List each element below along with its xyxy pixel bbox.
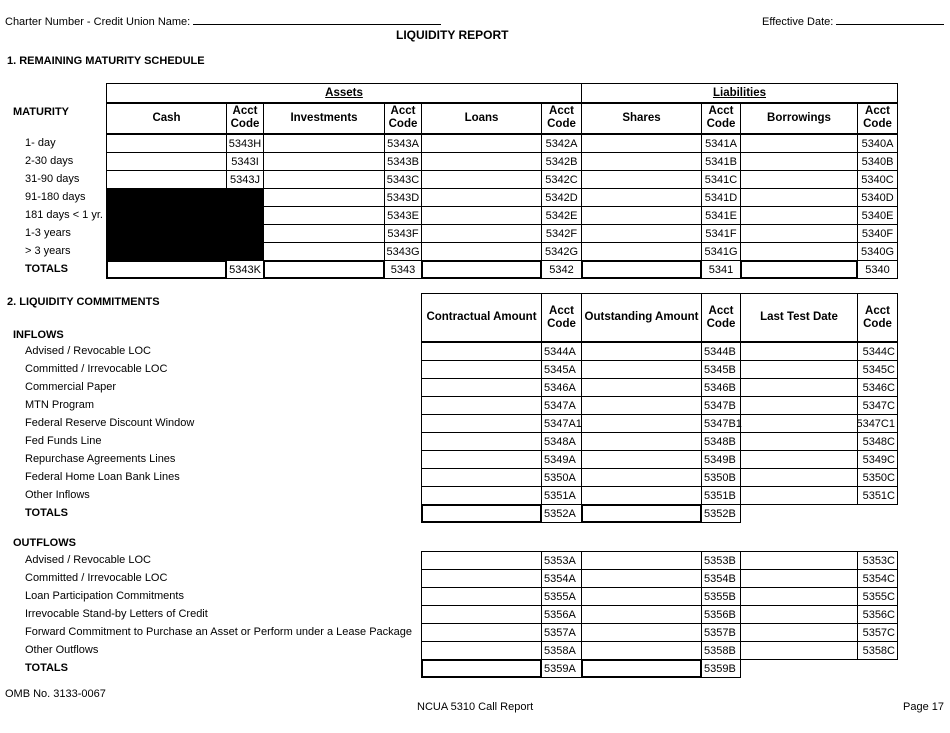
acct-code-header: Acct Code <box>541 293 582 342</box>
blacked-out-cell <box>106 188 264 207</box>
report-title: LIQUIDITY REPORT <box>396 28 509 42</box>
amount-input[interactable] <box>421 378 542 397</box>
amount-input[interactable] <box>421 360 542 379</box>
amount-input[interactable] <box>421 152 542 171</box>
acct-code: 5348B <box>701 432 741 451</box>
report-name: NCUA 5310 Call Report <box>417 701 534 713</box>
acct-code: 5347B <box>701 396 741 415</box>
acct-code: 5346A <box>541 378 582 397</box>
amount-input[interactable] <box>581 432 702 451</box>
amount-input[interactable] <box>581 396 702 415</box>
acct-code: 5353B <box>701 551 741 570</box>
amount-input[interactable] <box>421 188 542 207</box>
acct-code: 5343I <box>226 152 264 171</box>
acct-code: 5345B <box>701 360 741 379</box>
acct-code: 5350A <box>541 468 582 487</box>
acct-code: 5352A <box>541 504 582 523</box>
acct-code: 5346B <box>701 378 741 397</box>
maturity-row-label: 2-30 days <box>25 155 74 167</box>
amount-input[interactable] <box>581 342 702 361</box>
acct-code: 5341G <box>701 242 741 261</box>
amount-input[interactable] <box>581 605 702 624</box>
omb-number: OMB No. 3133-0067 <box>5 688 106 700</box>
commitment-row-label: Fed Funds Line <box>25 435 102 447</box>
maturity-row-label: 1-3 years <box>25 227 71 239</box>
acct-code: 5355A <box>541 587 582 606</box>
acct-code: 5343J <box>226 170 264 189</box>
amount-input[interactable] <box>581 152 702 171</box>
acct-code: 5347C <box>857 396 898 415</box>
acct-code: 5342F <box>541 224 582 243</box>
acct-code: 5340D <box>857 188 898 207</box>
amount-input[interactable] <box>421 224 542 243</box>
column-header-shares: Shares <box>581 102 702 134</box>
amount-input[interactable] <box>263 170 385 189</box>
acct-code: 5340A <box>857 134 898 153</box>
maturity-label: MATURITY <box>13 106 70 118</box>
blacked-out-cell <box>106 224 264 243</box>
acct-code: 5343K <box>226 260 264 279</box>
acct-code: 5341E <box>701 206 741 225</box>
acct-code-header: Acct Code <box>384 102 422 134</box>
amount-input[interactable] <box>581 659 702 678</box>
amount-input[interactable] <box>263 206 385 225</box>
acct-code: 5350B <box>701 468 741 487</box>
acct-code: 5353A <box>541 551 582 570</box>
amount-input[interactable] <box>263 260 385 279</box>
maturity-row-label: > 3 years <box>25 245 71 257</box>
amount-input[interactable] <box>421 468 542 487</box>
acct-code: 5342A <box>541 134 582 153</box>
commitment-row-label: Irrevocable Stand-by Letters of Credit <box>25 608 208 620</box>
outflows-label: OUTFLOWS <box>13 537 76 549</box>
amount-input[interactable] <box>740 396 858 415</box>
effective-date-input[interactable] <box>836 13 944 25</box>
acct-code-header: Acct Code <box>541 102 582 134</box>
amount-input[interactable] <box>581 134 702 153</box>
amount-input[interactable] <box>740 450 858 469</box>
acct-code-header: Acct Code <box>857 102 898 134</box>
acct-code-header: Acct Code <box>226 102 264 134</box>
amount-input[interactable] <box>421 414 542 433</box>
amount-input[interactable] <box>740 569 858 588</box>
amount-input[interactable] <box>740 432 858 451</box>
commitment-row-label: Forward Commitment to Purchase an Asset or Perform under a Lease Package <box>25 626 413 638</box>
amount-input[interactable] <box>740 224 858 243</box>
amount-input[interactable] <box>581 450 702 469</box>
blacked-out-cell <box>106 242 264 261</box>
acct-code: 5354B <box>701 569 741 588</box>
amount-input[interactable] <box>581 569 702 588</box>
amount-input[interactable] <box>263 188 385 207</box>
acct-code: 5345A <box>541 360 582 379</box>
amount-input[interactable] <box>421 206 542 225</box>
acct-code: 5343B <box>384 152 422 171</box>
amount-input[interactable] <box>581 551 702 570</box>
acct-code: 5356B <box>701 605 741 624</box>
column-header-cash: Cash <box>106 102 227 134</box>
acct-code: 5348A <box>541 432 582 451</box>
amount-input[interactable] <box>421 396 542 415</box>
acct-code: 5341C <box>701 170 741 189</box>
acct-code: 5343G <box>384 242 422 261</box>
effective-date-line <box>762 13 944 28</box>
column-header-borrowings: Borrowings <box>740 102 858 134</box>
amount-input[interactable] <box>421 134 542 153</box>
acct-code: 5355B <box>701 587 741 606</box>
amount-input[interactable] <box>263 242 385 261</box>
assets-header-label: Assets <box>106 83 582 104</box>
acct-code: 5341D <box>701 188 741 207</box>
acct-code: 5343C <box>384 170 422 189</box>
amount-input[interactable] <box>421 641 542 660</box>
acct-code: 5348C <box>857 432 898 451</box>
acct-code: 5343E <box>384 206 422 225</box>
commitment-row-label: Loan Participation Commitments <box>25 590 184 602</box>
acct-code: 5340E <box>857 206 898 225</box>
charter-label: Charter Number - Credit Union Name: <box>5 16 191 28</box>
amount-input[interactable] <box>263 152 385 171</box>
acct-code: 5359B <box>701 659 741 678</box>
amount-input[interactable] <box>106 260 227 279</box>
commitment-row-label: Other Outflows <box>25 644 99 656</box>
acct-code: 5347B1 <box>701 414 741 433</box>
acct-code: 5358C <box>857 641 898 660</box>
amount-input[interactable] <box>421 605 542 624</box>
acct-code-header: Acct Code <box>857 293 898 342</box>
commitment-row-label: Committed / Irrevocable LOC <box>25 363 168 375</box>
amount-input[interactable] <box>581 242 702 261</box>
amount-input[interactable] <box>106 170 227 189</box>
acct-code: 5354C <box>857 569 898 588</box>
acct-code: 5340G <box>857 242 898 261</box>
acct-code: 5351B <box>701 486 741 505</box>
column-header-investments: Investments <box>263 102 385 134</box>
acct-code: 5354A <box>541 569 582 588</box>
acct-code: 5342 <box>541 260 582 279</box>
acct-code: 5351A <box>541 486 582 505</box>
section2-title: 2. LIQUIDITY COMMITMENTS <box>7 296 160 308</box>
totals-label: TOTALS <box>25 263 68 275</box>
amount-input[interactable] <box>421 551 542 570</box>
amount-input[interactable] <box>421 486 542 505</box>
totals-label: TOTALS <box>25 507 68 519</box>
acct-code: 5340B <box>857 152 898 171</box>
amount-input[interactable] <box>106 134 227 153</box>
amount-input[interactable] <box>421 623 542 642</box>
amount-input[interactable] <box>421 342 542 361</box>
acct-code: 5341 <box>701 260 741 279</box>
amount-input[interactable] <box>263 134 385 153</box>
commitment-row-label: Federal Home Loan Bank Lines <box>25 471 180 483</box>
acct-code: 5344A <box>541 342 582 361</box>
amount-input[interactable] <box>581 623 702 642</box>
amount-input[interactable] <box>740 551 858 570</box>
amount-input[interactable] <box>740 360 858 379</box>
amount-input[interactable] <box>740 486 858 505</box>
acct-code: 5346C <box>857 378 898 397</box>
amount-input[interactable] <box>581 468 702 487</box>
acct-code: 5349A <box>541 450 582 469</box>
acct-code: 5342G <box>541 242 582 261</box>
amount-input[interactable] <box>581 587 702 606</box>
amount-input[interactable] <box>581 414 702 433</box>
amount-input[interactable] <box>740 242 858 261</box>
amount-input[interactable] <box>421 170 542 189</box>
amount-input[interactable] <box>421 450 542 469</box>
amount-input[interactable] <box>421 659 542 678</box>
amount-input[interactable] <box>740 641 858 660</box>
amount-input[interactable] <box>421 432 542 451</box>
maturity-row-label: 91-180 days <box>25 191 86 203</box>
amount-input[interactable] <box>581 378 702 397</box>
acct-code: 5340 <box>857 260 898 279</box>
commitment-row-label: Committed / Irrevocable LOC <box>25 572 168 584</box>
acct-code: 5355C <box>857 587 898 606</box>
amount-input[interactable] <box>581 224 702 243</box>
amount-input[interactable] <box>421 504 542 523</box>
amount-input[interactable] <box>581 504 702 523</box>
acct-code: 5343D <box>384 188 422 207</box>
acct-code: 5357B <box>701 623 741 642</box>
commitment-row-label: Other Inflows <box>25 489 90 501</box>
inflows-label: INFLOWS <box>13 329 64 341</box>
acct-code: 5353C <box>857 551 898 570</box>
amount-input[interactable] <box>263 224 385 243</box>
amount-input[interactable] <box>740 170 858 189</box>
amount-input[interactable] <box>740 468 858 487</box>
charter-input[interactable] <box>193 13 441 25</box>
acct-code: 5357C <box>857 623 898 642</box>
amount-input[interactable] <box>740 587 858 606</box>
liabilities-header-label: Liabilities <box>581 83 898 104</box>
column-header-contractual-amount: Contractual Amount <box>421 293 542 342</box>
acct-code: 5340C <box>857 170 898 189</box>
amount-input[interactable] <box>106 152 227 171</box>
amount-input[interactable] <box>581 260 702 279</box>
acct-code: 5349B <box>701 450 741 469</box>
commitment-row-label: Advised / Revocable LOC <box>25 345 151 357</box>
maturity-row-label: 181 days < 1 yr. <box>25 209 103 221</box>
amount-input[interactable] <box>581 188 702 207</box>
amount-input[interactable] <box>581 486 702 505</box>
amount-input[interactable] <box>740 188 858 207</box>
amount-input[interactable] <box>740 342 858 361</box>
amount-input[interactable] <box>581 360 702 379</box>
maturity-row-label: 1- day <box>25 137 56 149</box>
commitment-row-label: Repurchase Agreements Lines <box>25 453 176 465</box>
acct-code: 5344C <box>857 342 898 361</box>
amount-input[interactable] <box>740 260 858 279</box>
acct-code: 5359A <box>541 659 582 678</box>
column-header-last-test-date: Last Test Date <box>740 293 858 342</box>
amount-input[interactable] <box>740 378 858 397</box>
page-number: Page 17 <box>903 701 944 713</box>
acct-code: 5356C <box>857 605 898 624</box>
amount-input[interactable] <box>421 242 542 261</box>
acct-code: 5343F <box>384 224 422 243</box>
acct-code: 5357A <box>541 623 582 642</box>
amount-input[interactable] <box>421 569 542 588</box>
blacked-out-cell <box>106 206 264 225</box>
amount-input[interactable] <box>740 623 858 642</box>
amount-input[interactable] <box>421 587 542 606</box>
amount-input[interactable] <box>740 206 858 225</box>
acct-code: 5343A <box>384 134 422 153</box>
acct-code: 5341A <box>701 134 741 153</box>
acct-code: 5358B <box>701 641 741 660</box>
maturity-row-label: 31-90 days <box>25 173 80 185</box>
amount-input[interactable] <box>740 152 858 171</box>
commitment-row-label: Commercial Paper <box>25 381 117 393</box>
acct-code: 5341B <box>701 152 741 171</box>
charter-label-line <box>5 13 441 28</box>
acct-code: 5356A <box>541 605 582 624</box>
amount-input[interactable] <box>421 260 542 279</box>
commitment-row-label: Advised / Revocable LOC <box>25 554 151 566</box>
amount-input[interactable] <box>740 134 858 153</box>
acct-code: 5341F <box>701 224 741 243</box>
acct-code-header: Acct Code <box>701 102 741 134</box>
acct-code: 5344B <box>701 342 741 361</box>
acct-code-header: Acct Code <box>701 293 741 342</box>
section1-title: 1. REMAINING MATURITY SCHEDULE <box>7 55 205 67</box>
acct-code: 5352B <box>701 504 741 523</box>
acct-code: 5343H <box>226 134 264 153</box>
amount-input[interactable] <box>581 641 702 660</box>
acct-code: 5358A <box>541 641 582 660</box>
acct-code: 5342E <box>541 206 582 225</box>
acct-code: 5342B <box>541 152 582 171</box>
effective-date-label: Effective Date: <box>762 16 834 28</box>
amount-input[interactable] <box>740 414 858 433</box>
column-header-loans: Loans <box>421 102 542 134</box>
amount-input[interactable] <box>581 170 702 189</box>
acct-code: 5347C1 <box>857 414 898 433</box>
column-header-outstanding-amount: Outstanding Amount <box>581 293 702 342</box>
acct-code: 5345C <box>857 360 898 379</box>
amount-input[interactable] <box>581 206 702 225</box>
acct-code: 5351C <box>857 486 898 505</box>
acct-code: 5347A1 <box>541 414 582 433</box>
acct-code: 5347A <box>541 396 582 415</box>
amount-input[interactable] <box>740 605 858 624</box>
acct-code: 5342C <box>541 170 582 189</box>
acct-code: 5340F <box>857 224 898 243</box>
acct-code: 5350C <box>857 468 898 487</box>
acct-code: 5343 <box>384 260 422 279</box>
acct-code: 5342D <box>541 188 582 207</box>
commitment-row-label: Federal Reserve Discount Window <box>25 417 195 429</box>
acct-code: 5349C <box>857 450 898 469</box>
totals-label: TOTALS <box>25 662 68 674</box>
commitment-row-label: MTN Program <box>25 399 95 411</box>
